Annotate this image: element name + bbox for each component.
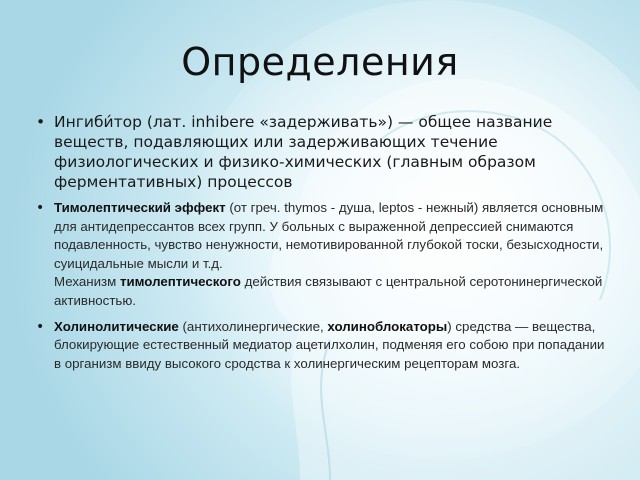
term-thymoleptic-effect: Тимолептический эффект [54, 200, 226, 215]
list-item-inhibitor [36, 112, 608, 192]
bullet-icon: • [36, 318, 45, 335]
bullet-list [36, 112, 608, 380]
thymoleptic-description: (от греч. thymos - душа, leptos - нежный) является основным для антидепрессантов всех групп. У больных с выраженной депрессией снимаются подавленность, чувство ненужности, немотивированной глубокой тоски, безысходности, суицидальные мысли и т.д. [54, 200, 604, 271]
list-item-cholinolytic [36, 318, 608, 374]
term-thymoleptic: тимолептического [119, 274, 241, 290]
term-cholinolytic: Холинолитические [54, 318, 179, 334]
mechanism-description: действия связывают с центральной серотонинергической активностью. [54, 274, 603, 308]
bullet-icon: • [36, 113, 46, 131]
bullet-icon: • [36, 200, 45, 216]
inhibitor-definition: Ингиби́тор (лат. inhibere «задерживать») — общее название веществ, подавляющих или задерживающих течение физиологических и физико-химических (главным образом ферментативных) процессов [54, 113, 553, 191]
cholinolytic-description: ) средства — вещества, блокирующие естественный медиатор ацетилхолин, подменяя его собою при попадании в организм ввиду высокого сродства к холинергическим рецепторам мозга. [54, 318, 605, 371]
cholinolytic-synonyms: (антихолинергические, [178, 318, 328, 334]
list-item-thymoleptic [36, 199, 608, 311]
mechanism-prefix: Механизм [54, 274, 120, 290]
slide-title: Определения [181, 40, 459, 84]
term-cholinoblockers: холиноблокаторы [327, 318, 448, 334]
